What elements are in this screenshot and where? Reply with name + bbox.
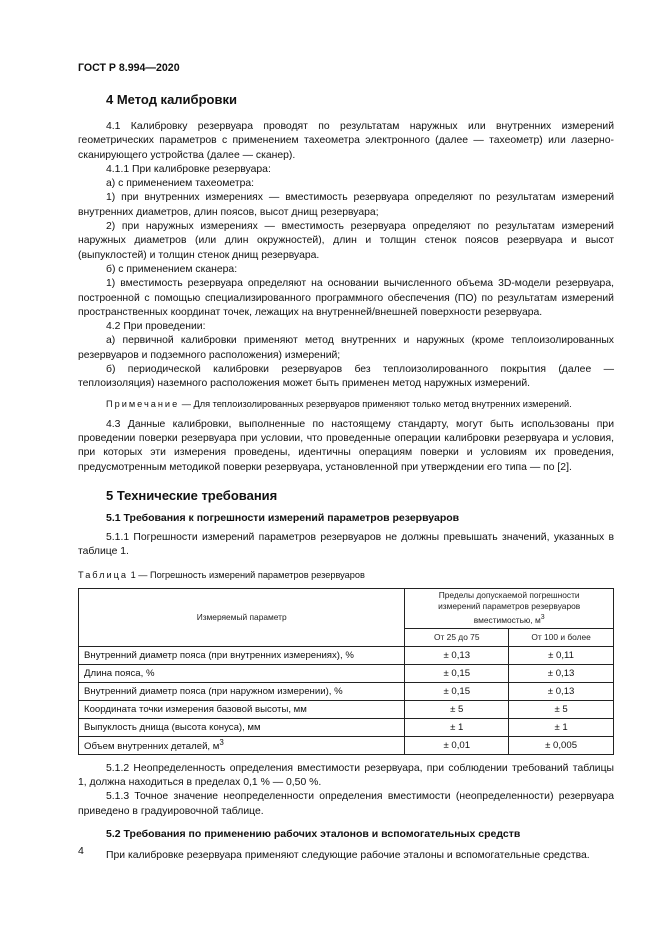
- limits-header-line2: измерений параметров резервуаров: [438, 601, 581, 612]
- limits-header-line1: Пределы допускаемой погрешности: [438, 590, 580, 601]
- row-value-100-plus: ± 0,005: [509, 736, 614, 754]
- paragraph-4-1-1-b: б) с применением сканера:: [106, 263, 238, 275]
- row-value-100-plus: ± 5: [509, 700, 614, 718]
- paragraph-4-1-1: 4.1.1 При калибровке резервуара:: [106, 163, 271, 175]
- error-limits-table: [78, 588, 614, 755]
- row-parameter: Внутренний диаметр пояса (при наружном измерении), %: [79, 682, 405, 700]
- column-header-parameter: Измеряемый параметр: [79, 588, 405, 646]
- paragraph-4-2-b: б) периодической калибровки резервуаров без теплоизолированного покрытия (далее — теплоизоляция) наземного расположения может быть применен метод наружных измерений.: [78, 364, 614, 390]
- paragraph-5-1-2: 5.1.2 Неопределенность определения вместимости резервуара, при соблюдении требований таблицы 1, должна находиться в пределах 0,1 % — 0,50 %.: [78, 762, 614, 789]
- section-5-title: 5 Технические требования: [106, 487, 278, 503]
- table-label: Таблица: [78, 570, 129, 581]
- table-caption: [78, 568, 614, 582]
- page-content: [78, 92, 614, 863]
- paragraph-4-2-a: а) первичной калибровки применяют метод внутренних и наружных (кроме теплоизолированных резервуаров и подземного расположения) измерений;: [78, 335, 614, 361]
- paragraph-4-1-1-a-1: 1) при внутренних измерениях — вместимость резервуара определяют по результатам измерений внутренних диаметров, длин поясов, высот днищ резервуара;: [78, 192, 614, 218]
- paragraph-4-1-1-a-2: 2) при наружных измерениях — вместимость резервуара определяют по результатам измерений наружных диаметров (или длин окружностей), длин и толщин стенок поясов резервуара и высот (выпуклостей) и толщин стенок днищ резервуара.: [78, 221, 614, 261]
- row-value-25-75: ± 0,15: [405, 664, 509, 682]
- row-parameter: Внутренний диаметр пояса (при внутренних измерениях), %: [79, 646, 405, 664]
- row-parameter: Выпуклость днища (высота конуса), мм: [79, 718, 405, 736]
- subsection-5-1-title: 5.1 Требования к погрешности измерений параметров резервуаров: [106, 511, 460, 524]
- note-label: Примечание: [106, 398, 180, 409]
- row-value-100-plus: ± 0,11: [509, 646, 614, 664]
- section-4-title: 4 Метод калибровки: [106, 92, 237, 107]
- paragraph-5-2: При калибровке резервуара применяют следующие рабочие эталоны и вспомогательные средства.: [106, 849, 590, 861]
- table-row: [79, 718, 614, 736]
- column-header-100-plus: От 100 и более: [509, 628, 614, 646]
- row-value-25-75: ± 5: [405, 700, 509, 718]
- table-row: [79, 700, 614, 718]
- table-row: [79, 664, 614, 682]
- table-row: [79, 736, 614, 754]
- column-header-limits: [405, 588, 614, 628]
- row-parameter-cell: [79, 736, 405, 754]
- paragraph-4-1-1-b-1: 1) вместимость резервуара определяют на основании вычисленного объема 3D-модели резервуара, построенной с помощью специализированного программного обеспечения (ПО) по результатам измерений пространственных координат точек, лежащих на внутренней/внешней поверхности резервуара.: [78, 278, 614, 318]
- paragraph-4-1: 4.1 Калибровку резервуара проводят по результатам наружных или внутренних измерений геометрических параметров с применением тахеометра электронного (далее — тахеометр) или лазерно-сканирующего устройства (далее — сканер).: [78, 121, 614, 161]
- paragraph-5-1-3: 5.1.3 Точное значение неопределенности определения вместимости (неопределенности) резервуара приведено в градуировочной таблице.: [78, 791, 614, 817]
- paragraph-4-1-1-a: а) с применением тахеометра:: [106, 178, 255, 190]
- table-row: [79, 646, 614, 664]
- row-value-100-plus: ± 0,13: [509, 682, 614, 700]
- paragraph-4-2: 4.2 При проведении:: [106, 321, 206, 333]
- paragraph-5-1-1: 5.1.1 Погрешности измерений параметров резервуаров не должны превышать значений, указанных в таблице 1.: [78, 531, 614, 558]
- row-parameter-superscript: 3: [219, 738, 224, 748]
- column-header-25-75: От 25 до 75: [405, 628, 509, 646]
- page-number: 4: [78, 845, 84, 857]
- note: [78, 397, 614, 411]
- row-value-25-75: ± 0,13: [405, 646, 509, 664]
- row-value-100-plus: ± 0,13: [509, 664, 614, 682]
- limits-header-line3: вместимостью, м: [473, 615, 541, 626]
- paragraph-4-3: 4.3 Данные калибровки, выполненные по настоящему стандарту, могут быть использованы при проведении поверки резервуара при условии, что проведенные операции калибровки резервуара и условия, при которых эти измерения проведены, идентичны операциям поверки и условиям их проведения, предусмотренным методикой поверки резервуара, установленной при утверждении его типа — по [2].: [78, 418, 614, 473]
- table-caption-text: 1 — Погрешность измерений параметров резервуаров: [128, 570, 365, 581]
- row-value-25-75: ± 0,01: [405, 736, 509, 754]
- note-text: — Для теплоизолированных резервуаров применяют только метод внутренних измерений.: [179, 398, 572, 409]
- row-value-100-plus: ± 1: [509, 718, 614, 736]
- row-parameter: Длина пояса, %: [79, 664, 405, 682]
- row-value-25-75: ± 1: [405, 718, 509, 736]
- subsection-5-2-title: 5.2 Требования по применению рабочих эталонов и вспомогательных средств: [106, 827, 521, 840]
- row-parameter: Координата точки измерения базовой высоты, мм: [79, 700, 405, 718]
- standard-header: ГОСТ Р 8.994—2020: [78, 62, 180, 74]
- row-value-25-75: ± 0,15: [405, 682, 509, 700]
- row-parameter: Объем внутренних деталей, м: [84, 741, 220, 753]
- table-row: [79, 682, 614, 700]
- limits-header-superscript: 3: [540, 614, 545, 622]
